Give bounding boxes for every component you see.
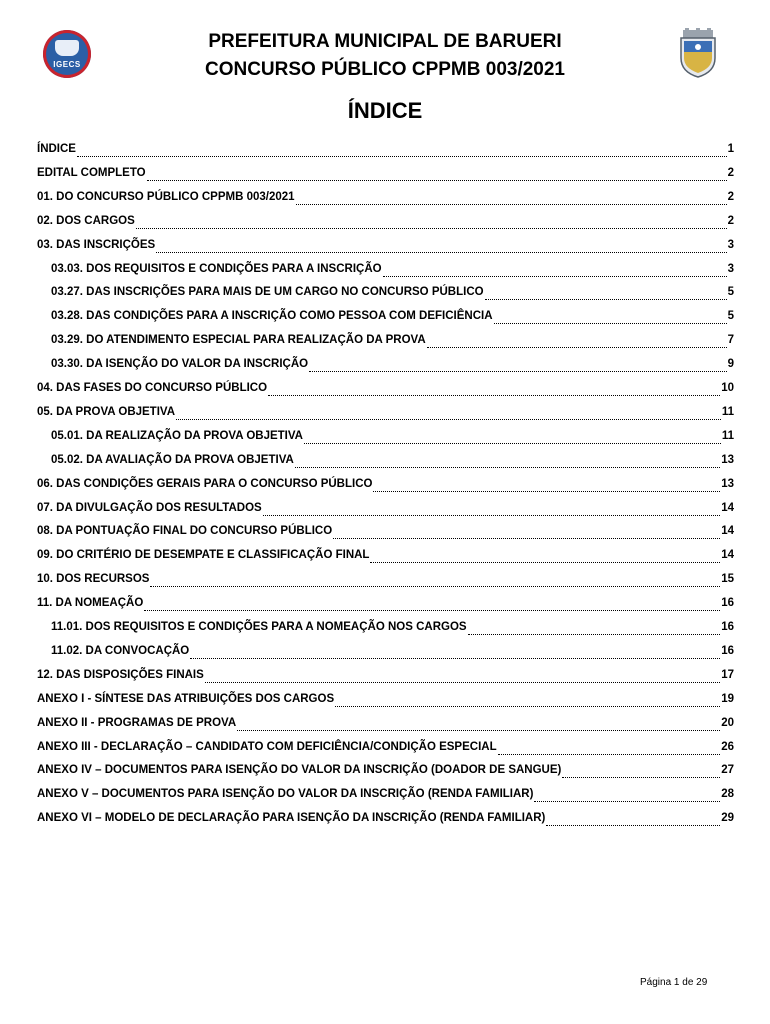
header-line1: PREFEITURA MUNICIPAL DE BARUERI	[208, 31, 562, 52]
toc-entry-label: ANEXO I - SÍNTESE DAS ATRIBUIÇÕES DOS CARGOS	[37, 692, 335, 705]
toc-entry[interactable]	[37, 478, 734, 496]
toc-entry-page: 13	[721, 477, 734, 490]
toc-dot-leader	[150, 577, 720, 587]
page-number-footer: Página 1 de 29	[640, 977, 708, 988]
toc-entry[interactable]	[37, 406, 734, 424]
toc-dot-leader	[534, 792, 720, 802]
toc-entry[interactable]	[51, 454, 734, 472]
toc-entry[interactable]	[51, 430, 734, 448]
toc-entry-page: 26	[721, 740, 734, 753]
toc-entry[interactable]	[37, 191, 734, 209]
toc-entry-page: 16	[721, 621, 734, 633]
toc-entry[interactable]	[37, 717, 734, 735]
toc-entry-page: 3	[727, 262, 734, 275]
toc-entry[interactable]	[37, 143, 734, 161]
toc-entry[interactable]	[37, 693, 734, 711]
toc-entry-label: ANEXO VI – MODELO DE DECLARAÇÃO PARA ISENÇÃO DA INSCRIÇÃO (RENDA FAMILIAR)	[37, 812, 546, 825]
toc-entry-page: 1	[727, 143, 734, 155]
toc-entry[interactable]	[51, 621, 734, 639]
toc-dot-leader	[546, 816, 720, 826]
barueri-coat-of-arms-icon	[675, 28, 721, 78]
toc-entry-page: 2	[727, 190, 734, 203]
toc-entry[interactable]	[37, 741, 734, 759]
toc-entry-label: 02. DOS CARGOS	[37, 214, 135, 227]
toc-dot-leader	[494, 314, 727, 324]
toc-dot-leader	[190, 649, 720, 659]
toc-entry-page: 16	[721, 644, 734, 657]
toc-entry[interactable]	[37, 525, 734, 543]
toc-entry-label: 03.29. DO ATENDIMENTO ESPECIAL PARA REALIZAÇÃO DA PROVA	[51, 334, 426, 347]
toc-dot-leader	[144, 601, 720, 611]
toc-entry-page: 28	[721, 788, 734, 801]
toc-entry[interactable]	[37, 812, 734, 830]
toc-dot-leader	[295, 458, 720, 468]
toc-entry-label: 10. DOS RECURSOS	[37, 573, 150, 586]
toc-entry-label: 09. DO CRITÉRIO DE DESEMPATE E CLASSIFICAÇÃO FINAL	[37, 549, 370, 562]
toc-entry[interactable]	[37, 502, 734, 520]
toc-entry-label: ANEXO IV – DOCUMENTOS PARA ISENÇÃO DO VALOR DA INSCRIÇÃO (DOADOR DE SANGUE)	[37, 764, 562, 777]
toc-entry-page: 19	[721, 692, 734, 705]
toc-entry-page: 3	[727, 238, 734, 251]
toc-entry[interactable]	[51, 263, 734, 281]
toc-entry-label: 07. DA DIVULGAÇÃO DOS RESULTADOS	[37, 501, 262, 514]
toc-entry-page: 14	[721, 549, 734, 562]
toc-entry-page: 13	[721, 453, 734, 466]
toc-entry-page: 29	[721, 812, 734, 825]
toc-dot-leader	[370, 553, 720, 563]
toc-entry[interactable]	[51, 286, 734, 304]
toc-entry-page: 2	[727, 214, 734, 227]
toc-dot-leader	[237, 721, 720, 731]
toc-entry-label: ANEXO II - PROGRAMAS DE PROVA	[37, 716, 237, 729]
toc-dot-leader	[562, 768, 720, 778]
toc-dot-leader	[383, 267, 727, 277]
toc-entry-label: 03.28. DAS CONDIÇÕES PARA A INSCRIÇÃO COMO PESSOA COM DEFICIÊNCIA	[51, 310, 493, 323]
index-title: ÍNDICE	[347, 98, 423, 123]
toc-dot-leader	[427, 338, 727, 348]
toc-entry-page: 10	[721, 382, 734, 394]
toc-entry[interactable]	[51, 310, 734, 328]
toc-dot-leader	[263, 506, 721, 516]
toc-entry[interactable]	[51, 358, 734, 376]
toc-entry-page: 17	[721, 668, 734, 681]
toc-entry-label: 04. DAS FASES DO CONCURSO PÚBLICO	[37, 382, 268, 394]
toc-entry-label: ANEXO V – DOCUMENTOS PARA ISENÇÃO DO VALOR DA INSCRIÇÃO (RENDA FAMILIAR)	[37, 788, 534, 801]
toc-dot-leader	[147, 171, 727, 181]
toc-dot-leader	[268, 386, 720, 396]
toc-entry-label: 03.27. DAS INSCRIÇÕES PARA MAIS DE UM CARGO NO CONCURSO PÚBLICO	[51, 286, 484, 299]
toc-entry-label: 05. DA PROVA OBJETIVA	[37, 405, 176, 418]
toc-entry[interactable]	[37, 764, 734, 782]
toc-dot-leader	[205, 673, 720, 683]
toc-entry-label: 11.02. DA CONVOCAÇÃO	[51, 644, 190, 657]
toc-entry-page: 9	[727, 358, 734, 371]
toc-entry[interactable]	[37, 597, 734, 615]
toc-entry[interactable]	[37, 549, 734, 567]
logo-left-text: IGECS	[53, 60, 81, 69]
toc-entry-page: 16	[721, 597, 734, 610]
toc-entry[interactable]	[37, 382, 734, 400]
toc-entry[interactable]	[37, 215, 734, 233]
toc-entry[interactable]	[37, 167, 734, 185]
toc-entry-page: 7	[727, 334, 734, 347]
toc-dot-leader	[77, 147, 727, 157]
toc-dot-leader	[468, 625, 721, 635]
toc-entry-label: ÍNDICE	[37, 143, 76, 155]
toc-entry-label: 03. DAS INSCRIÇÕES	[37, 238, 156, 251]
toc-entry-page: 5	[727, 310, 734, 323]
toc-entry-page: 5	[727, 286, 734, 299]
toc-entry-label: EDITAL COMPLETO	[37, 166, 146, 179]
toc-dot-leader	[136, 219, 727, 229]
toc-entry-label: 01. DO CONCURSO PÚBLICO CPPMB 003/2021	[37, 190, 295, 203]
toc-entry-page: 14	[721, 501, 734, 514]
toc-entry[interactable]	[37, 573, 734, 591]
toc-entry-label: 11. DA NOMEAÇÃO	[37, 597, 144, 610]
toc-entry-page: 27	[721, 764, 734, 777]
toc-entry-label: 03.03. DOS REQUISITOS E CONDIÇÕES PARA A INSCRIÇÃO	[51, 262, 382, 275]
toc-entry-label: 05.01. DA REALIZAÇÃO DA PROVA OBJETIVA	[51, 429, 303, 442]
toc-entry-page: 11	[721, 429, 734, 442]
toc-entry-label: 06. DAS CONDIÇÕES GERAIS PARA O CONCURSO PÚBLICO	[37, 477, 373, 490]
toc-entry-label: 05.02. DA AVALIAÇÃO DA PROVA OBJETIVA	[51, 453, 294, 466]
toc-entry-label: ANEXO III - DECLARAÇÃO – CANDIDATO COM DEFICIÊNCIA/CONDIÇÃO ESPECIAL	[37, 740, 497, 753]
toc-entry[interactable]	[37, 239, 734, 257]
toc-dot-leader	[335, 697, 720, 707]
page-header	[0, 28, 770, 84]
header-line2: CONCURSO PÚBLICO CPPMB 003/2021	[204, 59, 566, 80]
toc-dot-leader	[309, 362, 727, 372]
toc-dot-leader	[485, 290, 727, 300]
toc-entry[interactable]	[37, 669, 734, 687]
toc-entry-page: 14	[721, 525, 734, 538]
toc-dot-leader	[304, 434, 721, 444]
toc-entry[interactable]	[51, 334, 734, 352]
toc-dot-leader	[176, 410, 721, 420]
toc-dot-leader	[373, 482, 720, 492]
toc-entry-page: 11	[721, 405, 734, 418]
toc-entry[interactable]	[51, 645, 734, 663]
toc-dot-leader	[156, 243, 726, 253]
toc-dot-leader	[296, 195, 727, 205]
toc-entry-label: 12. DAS DISPOSIÇÕES FINAIS	[37, 668, 204, 681]
toc-entry-page: 2	[727, 166, 734, 179]
toc-entry-label: 03.30. DA ISENÇÃO DO VALOR DA INSCRIÇÃO	[51, 358, 309, 371]
toc-dot-leader	[333, 529, 720, 539]
toc-entry-page: 15	[721, 573, 734, 586]
toc-entry[interactable]	[37, 788, 734, 806]
toc-entry-label: 08. DA PONTUAÇÃO FINAL DO CONCURSO PÚBLICO	[37, 525, 333, 538]
toc-dot-leader	[498, 745, 721, 755]
toc-entry-label: 11.01. DOS REQUISITOS E CONDIÇÕES PARA A NOMEAÇÃO NOS CARGOS	[51, 621, 467, 633]
toc-entry-page: 20	[721, 716, 734, 729]
